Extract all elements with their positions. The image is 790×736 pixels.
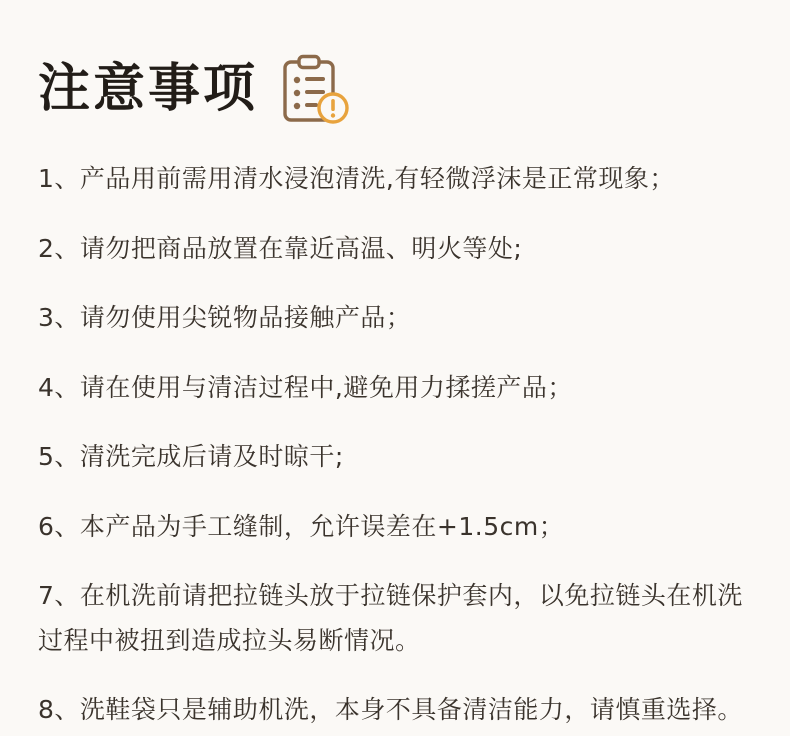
page-title: 注意事项 [38,58,259,119]
list-item: 5、清洗完成后请及时晾干; [38,442,344,471]
list-item: 7、在机洗前请把拉链头放于拉链保护套内，以免拉链头在机洗过程中被扭到造成拉头易断情况。 [38,581,743,655]
page-header [38,48,756,131]
notice-list [38,157,756,733]
list-item: 8、洗鞋袋只是辅助机洗，本身不具备清洁能力，请慎重选择。 [38,695,743,724]
clipboard-alert-icon [276,54,352,131]
list-item: 6、本产品为手工缝制，允许误差在+1.5cm； [38,511,565,541]
list-item: 1、产品用前需用清水浸泡清洗,有轻微浮沫是正常现象； [38,164,675,193]
list-item: 2、请勿把商品放置在靠近高温、明火等处; [38,233,523,263]
list-item: 4、请在使用与清洁过程中,避免用力揉搓产品； [38,372,573,402]
list-item: 3、请勿使用尖锐物品接触产品； [38,303,412,332]
